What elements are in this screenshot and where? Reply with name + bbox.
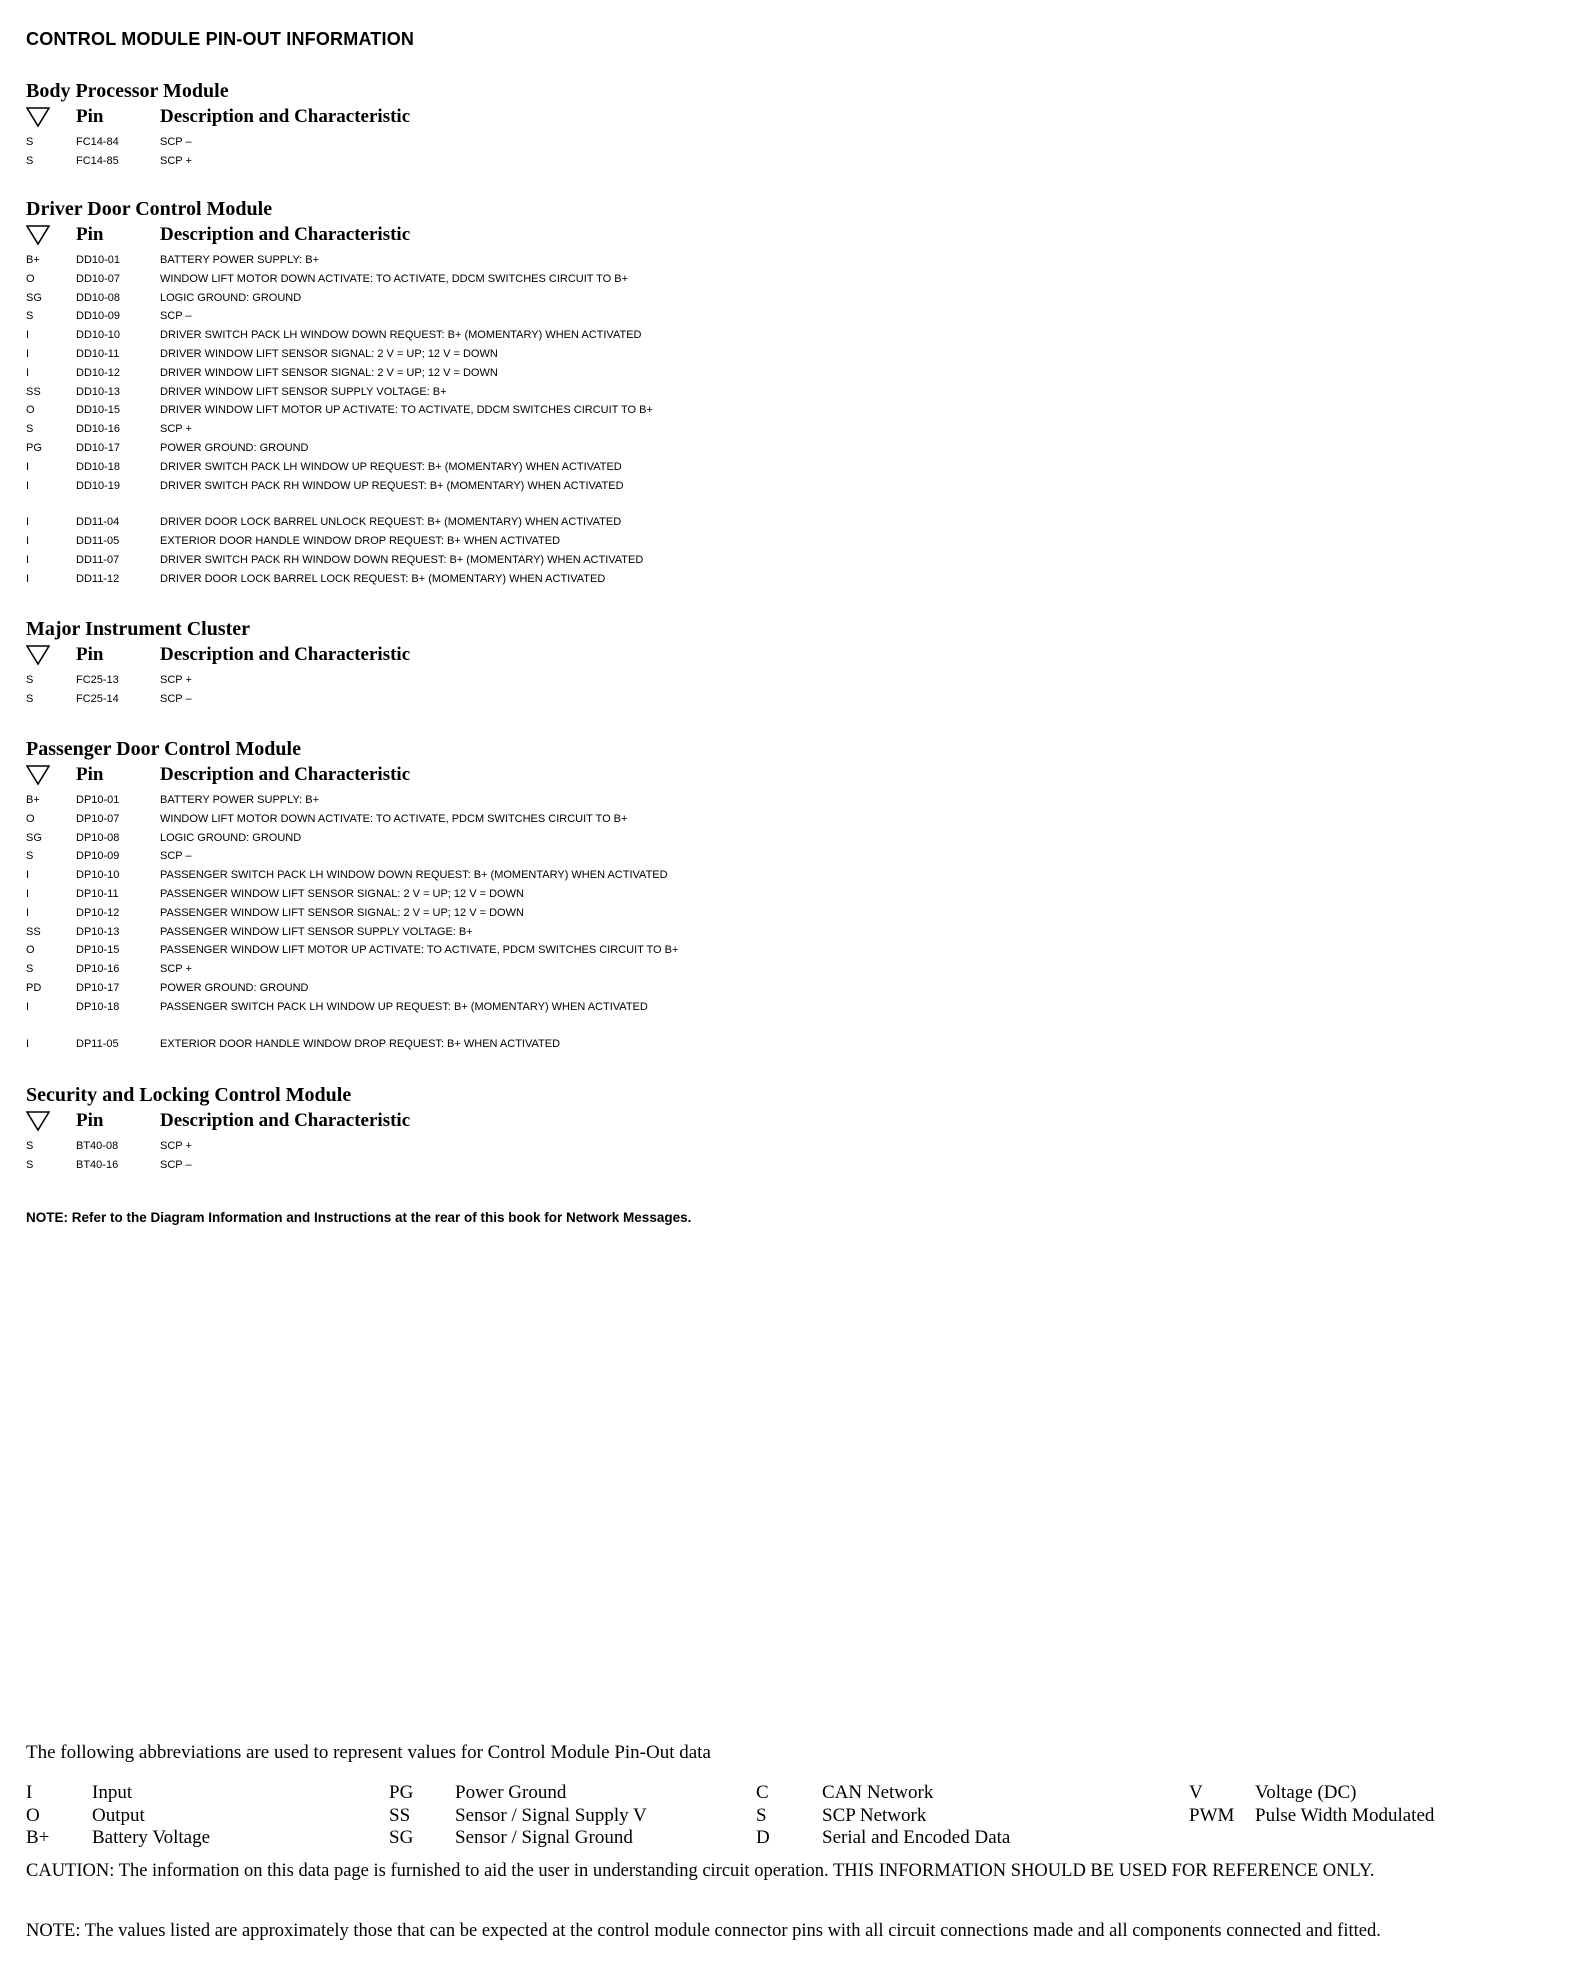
- pin-column-header: Pin: [76, 1110, 104, 1131]
- group-spacer: [26, 1017, 1126, 1035]
- pin-id: FC25-13: [76, 674, 119, 686]
- pin-id: FC14-85: [76, 154, 119, 167]
- pin-description: DRIVER SWITCH PACK RH WINDOW DOWN REQUEST: B+ (MOMENTARY) WHEN ACTIVATED: [160, 553, 644, 566]
- signal-type: I: [26, 906, 30, 919]
- abbreviation-meaning: Input: [92, 1782, 133, 1803]
- pin-id: DP10-13: [76, 925, 120, 938]
- connector-triangle-icon: [26, 644, 50, 672]
- table-row: [26, 998, 1126, 1017]
- pin-id: DD10-16: [76, 423, 121, 436]
- table-row: [26, 289, 1126, 308]
- signal-type: SS: [26, 385, 41, 398]
- table-row: [26, 847, 1126, 866]
- table-row: [26, 671, 1126, 690]
- pin-table: [26, 251, 1126, 589]
- signal-type: B+: [26, 254, 40, 266]
- pin-description: PASSENGER SWITCH PACK LH WINDOW UP REQUEST: B+ (MOMENTARY) WHEN ACTIVATED: [160, 1000, 648, 1013]
- signal-type: SG: [26, 291, 42, 304]
- table-row: [26, 532, 1126, 551]
- pin-description: SCP –: [160, 692, 192, 705]
- pin-description: LOGIC GROUND: GROUND: [160, 291, 302, 304]
- module-section: [26, 616, 1126, 709]
- pin-id: DP10-18: [76, 1000, 120, 1013]
- pin-table: [26, 671, 1126, 709]
- pin-description: DRIVER WINDOW LIFT SENSOR SUPPLY VOLTAGE: B+: [160, 385, 447, 398]
- abbreviation-meaning: Output: [92, 1804, 145, 1826]
- pin-description: SCP +: [160, 674, 192, 686]
- signal-type: S: [26, 154, 34, 167]
- connector-triangle-icon: [26, 764, 50, 792]
- signal-type: I: [26, 479, 30, 492]
- pin-id: DD10-10: [76, 329, 121, 342]
- table-row: [26, 513, 1126, 532]
- pin-description: DRIVER SWITCH PACK LH WINDOW DOWN REQUEST: B+ (MOMENTARY) WHEN ACTIVATED: [160, 329, 642, 342]
- pin-id: DD10-13: [76, 385, 121, 398]
- module-title: Passenger Door Control Module: [26, 738, 301, 760]
- module-section: [26, 196, 1126, 589]
- signal-type: I: [26, 1000, 30, 1013]
- table-row: [26, 401, 1126, 420]
- pin-description: DRIVER SWITCH PACK RH WINDOW UP REQUEST: B+ (MOMENTARY) WHEN ACTIVATED: [160, 479, 624, 492]
- module-title: Major Instrument Cluster: [26, 618, 251, 640]
- signal-type: O: [26, 272, 35, 285]
- table-row: [26, 326, 1126, 345]
- signal-type: I: [26, 869, 30, 882]
- pin-id: DP10-17: [76, 981, 120, 994]
- abbreviation-meaning: Sensor / Signal Ground: [455, 1827, 633, 1848]
- pin-description: SCP +: [160, 154, 192, 167]
- pin-column-header: Pin: [76, 644, 104, 665]
- signal-type: O: [26, 944, 35, 957]
- table-row: [26, 477, 1126, 496]
- pin-id: DP10-01: [76, 794, 120, 806]
- column-header-row: [26, 222, 1126, 251]
- table-row: [26, 251, 1126, 270]
- signal-type: I: [26, 1037, 30, 1050]
- abbreviation-code: SG: [389, 1827, 414, 1848]
- pin-description: SCP +: [160, 1140, 192, 1152]
- signal-type: I: [26, 460, 30, 473]
- signal-type: B+: [26, 794, 40, 806]
- caution-text: CAUTION: The information on this data page is furnished to aid the user in understanding circuit operation. THIS INFORMATION SHOULD BE USED FOR REFERENCE ONLY.: [26, 1861, 1375, 1881]
- pin-id: DD10-08: [76, 291, 121, 304]
- abbreviation-meaning: Voltage (DC): [1255, 1782, 1357, 1803]
- table-row: [26, 1035, 1126, 1054]
- pin-id: DD11-07: [76, 553, 120, 566]
- pin-id: DD10-19: [76, 479, 121, 492]
- signal-type: S: [26, 850, 34, 863]
- pin-id: DD11-05: [76, 535, 120, 548]
- signal-type: S: [26, 310, 34, 323]
- pin-description: POWER GROUND: GROUND: [160, 441, 309, 454]
- pin-table: [26, 1137, 1126, 1175]
- table-row: [26, 866, 1126, 885]
- pin-id: DD10-18: [76, 460, 121, 473]
- description-column-header: Description and Characteristic: [160, 764, 411, 785]
- table-row: [26, 439, 1126, 458]
- pin-id: FC25-14: [76, 692, 119, 705]
- table-row: [26, 791, 1126, 810]
- abbreviation-code: O: [26, 1804, 40, 1826]
- pin-id: DP11-05: [76, 1037, 119, 1050]
- abbreviation-code: I: [26, 1782, 33, 1803]
- pin-description: DRIVER DOOR LOCK BARREL LOCK REQUEST: B+ (MOMENTARY) WHEN ACTIVATED: [160, 572, 606, 585]
- abbreviation-meaning: CAN Network: [822, 1782, 934, 1803]
- pin-description: PASSENGER SWITCH PACK LH WINDOW DOWN REQUEST: B+ (MOMENTARY) WHEN ACTIVATED: [160, 869, 668, 882]
- group-spacer: [26, 495, 1126, 513]
- module-title: Security and Locking Control Module: [26, 1084, 352, 1106]
- signal-type: I: [26, 516, 30, 529]
- abbreviation-meaning: SCP Network: [822, 1804, 927, 1826]
- abbreviation-meaning: Pulse Width Modulated: [1255, 1804, 1435, 1826]
- pin-column-header: Pin: [76, 224, 104, 245]
- page-title: CONTROL MODULE PIN-OUT INFORMATION: [26, 29, 415, 49]
- pin-id: DP10-12: [76, 906, 120, 919]
- table-row: [26, 923, 1126, 942]
- pin-description: PASSENGER WINDOW LIFT SENSOR SUPPLY VOLTAGE: B+: [160, 925, 473, 938]
- pin-description: WINDOW LIFT MOTOR DOWN ACTIVATE: TO ACTIVATE, DDCM SWITCHES CIRCUIT TO B+: [160, 272, 629, 285]
- connector-triangle-icon: [26, 106, 50, 134]
- pin-description: DRIVER SWITCH PACK LH WINDOW UP REQUEST: B+ (MOMENTARY) WHEN ACTIVATED: [160, 460, 622, 473]
- pin-description: WINDOW LIFT MOTOR DOWN ACTIVATE: TO ACTIVATE, PDCM SWITCHES CIRCUIT TO B+: [160, 812, 628, 825]
- table-row: [26, 570, 1126, 589]
- signal-type: I: [26, 535, 30, 548]
- pin-description: LOGIC GROUND: GROUND: [160, 831, 302, 844]
- table-row: [26, 979, 1126, 998]
- pin-description: POWER GROUND: GROUND: [160, 981, 309, 994]
- module-section: [26, 78, 1126, 171]
- pin-id: DP10-09: [76, 850, 120, 863]
- table-row: [26, 307, 1126, 326]
- table-row: [26, 152, 1126, 171]
- module-title: Driver Door Control Module: [26, 198, 273, 220]
- column-header-row: [26, 1108, 1126, 1137]
- pin-description: DRIVER WINDOW LIFT SENSOR SIGNAL: 2 V = UP; 12 V = DOWN: [160, 366, 498, 379]
- signal-type: O: [26, 404, 35, 417]
- pin-description: DRIVER WINDOW LIFT MOTOR UP ACTIVATE: TO ACTIVATE, DDCM SWITCHES CIRCUIT TO B+: [160, 404, 653, 417]
- signal-type: S: [26, 674, 34, 686]
- pin-table: [26, 133, 1126, 171]
- abbreviation-meaning: Battery Voltage: [92, 1827, 211, 1848]
- pin-id: DP10-15: [76, 944, 120, 957]
- pin-id: DD10-07: [76, 272, 121, 285]
- abbreviation-meaning: Sensor / Signal Supply V: [455, 1804, 647, 1826]
- signal-type: PG: [26, 441, 42, 454]
- table-row: [26, 345, 1126, 364]
- table-row: [26, 941, 1126, 960]
- pin-id: DP10-08: [76, 831, 120, 844]
- description-column-header: Description and Characteristic: [160, 644, 411, 665]
- network-messages-note: NOTE: Refer to the Diagram Information and Instructions at the rear of this book for Network Messages.: [26, 1210, 692, 1225]
- signal-type: S: [26, 1140, 34, 1152]
- signal-type: SG: [26, 831, 42, 844]
- signal-type: S: [26, 136, 34, 148]
- pin-column-header: Pin: [76, 106, 104, 127]
- abbreviation-meaning: Serial and Encoded Data: [822, 1827, 1011, 1848]
- pin-id: DD10-17: [76, 441, 121, 454]
- pin-id: DD11-04: [76, 516, 120, 529]
- pin-id: DD10-11: [76, 347, 120, 360]
- table-row: [26, 270, 1126, 289]
- table-row: [26, 829, 1126, 848]
- signal-type: I: [26, 347, 30, 360]
- abbreviation-code: C: [756, 1782, 769, 1803]
- table-row: [26, 1137, 1126, 1156]
- abbreviation-code: V: [1189, 1782, 1203, 1803]
- values-note: NOTE: The values listed are approximately those that can be expected at the control module connector pins with all circuit connections made and all components connected and fitted.: [26, 1921, 1381, 1941]
- signal-type: I: [26, 329, 30, 342]
- connector-triangle-icon: [26, 224, 50, 252]
- signal-type: I: [26, 887, 30, 900]
- signal-type: I: [26, 572, 30, 585]
- pin-description: BATTERY POWER SUPPLY: B+: [160, 254, 320, 266]
- pin-description: SCP +: [160, 963, 192, 976]
- signal-type: O: [26, 812, 35, 825]
- table-row: [26, 364, 1126, 383]
- column-header-row: [26, 762, 1126, 791]
- pin-id: FC14-84: [76, 136, 119, 148]
- signal-type: S: [26, 692, 34, 705]
- pin-description: SCP +: [160, 423, 192, 436]
- pin-id: DD10-01: [76, 254, 121, 266]
- description-column-header: Description and Characteristic: [160, 224, 411, 245]
- pin-id: BT40-08: [76, 1140, 119, 1152]
- pin-id: DP10-16: [76, 963, 120, 976]
- table-row: [26, 383, 1126, 402]
- connector-triangle-icon: [26, 1110, 50, 1138]
- table-row: [26, 1156, 1126, 1175]
- module-section: [26, 1082, 1126, 1175]
- abbreviation-meaning: Power Ground: [455, 1782, 567, 1803]
- table-row: [26, 885, 1126, 904]
- signal-type: S: [26, 423, 34, 436]
- module-section: [26, 736, 1126, 1053]
- signal-type: SS: [26, 925, 41, 938]
- pin-id: DD10-12: [76, 366, 121, 379]
- signal-type: PD: [26, 981, 42, 994]
- pin-id: DP10-11: [76, 887, 119, 900]
- signal-type: S: [26, 963, 34, 976]
- signal-type: S: [26, 1158, 34, 1171]
- pin-column-header: Pin: [76, 764, 104, 785]
- pin-description: SCP –: [160, 310, 192, 323]
- pin-description: PASSENGER WINDOW LIFT SENSOR SIGNAL: 2 V = UP; 12 V = DOWN: [160, 906, 524, 919]
- abbreviations-intro: The following abbreviations are used to represent values for Control Module Pin-Out data: [26, 1742, 711, 1763]
- module-title: Body Processor Module: [26, 80, 229, 102]
- abbreviation-code: PWM: [1189, 1804, 1235, 1826]
- pin-description: PASSENGER WINDOW LIFT SENSOR SIGNAL: 2 V = UP; 12 V = DOWN: [160, 887, 524, 900]
- table-row: [26, 810, 1126, 829]
- abbreviation-code: SS: [389, 1804, 411, 1826]
- pin-description: EXTERIOR DOOR HANDLE WINDOW DROP REQUEST: B+ WHEN ACTIVATED: [160, 1037, 561, 1050]
- table-row: [26, 133, 1126, 152]
- description-column-header: Description and Characteristic: [160, 1110, 411, 1131]
- column-header-row: [26, 642, 1126, 671]
- table-row: [26, 960, 1126, 979]
- abbreviation-code: S: [756, 1804, 767, 1826]
- signal-type: I: [26, 366, 30, 379]
- table-row: [26, 690, 1126, 709]
- column-header-row: [26, 104, 1126, 133]
- pin-id: DP10-07: [76, 812, 120, 825]
- abbreviation-code: PG: [389, 1782, 414, 1803]
- pin-id: DD11-12: [76, 572, 120, 585]
- pin-id: DD10-09: [76, 310, 121, 323]
- pin-id: DP10-10: [76, 869, 120, 882]
- table-row: [26, 458, 1126, 477]
- pin-description: SCP –: [160, 1158, 192, 1171]
- pin-description: SCP –: [160, 850, 192, 863]
- pin-description: DRIVER WINDOW LIFT SENSOR SIGNAL: 2 V = UP; 12 V = DOWN: [160, 347, 498, 360]
- pin-description: EXTERIOR DOOR HANDLE WINDOW DROP REQUEST: B+ WHEN ACTIVATED: [160, 535, 561, 548]
- pin-description: PASSENGER WINDOW LIFT MOTOR UP ACTIVATE: TO ACTIVATE, PDCM SWITCHES CIRCUIT TO B+: [160, 944, 679, 957]
- table-row: [26, 551, 1126, 570]
- pin-id: BT40-16: [76, 1158, 119, 1171]
- abbreviation-code: D: [756, 1827, 770, 1848]
- description-column-header: Description and Characteristic: [160, 106, 411, 127]
- pin-description: SCP –: [160, 136, 192, 148]
- table-row: [26, 904, 1126, 923]
- signal-type: I: [26, 553, 30, 566]
- pin-table: [26, 791, 1126, 1053]
- table-row: [26, 420, 1126, 439]
- abbreviation-code: B+: [26, 1827, 50, 1848]
- pin-id: DD10-15: [76, 404, 121, 417]
- pin-description: DRIVER DOOR LOCK BARREL UNLOCK REQUEST: B+ (MOMENTARY) WHEN ACTIVATED: [160, 516, 622, 529]
- pin-description: BATTERY POWER SUPPLY: B+: [160, 794, 320, 806]
